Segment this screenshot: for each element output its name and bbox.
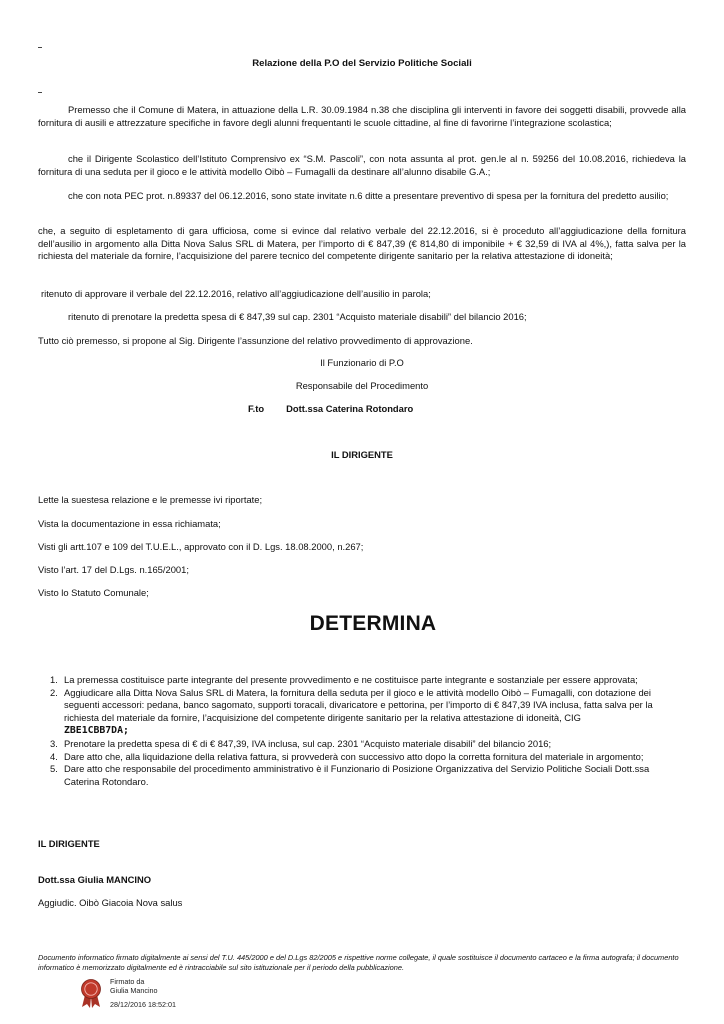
list-item: 3. Prenotare la predetta spesa di € di € 847,39, IVA inclusa, sul cap. 2301 “Acquisto materiale disabili” del bilancio 2016; <box>50 737 552 749</box>
signed-label: Firmato da <box>110 977 145 986</box>
premessa-paragraph: ritenuto di prenotare la predetta spesa di € 847,39 sul cap. 2301 “Acquisto materiale disabili” del bilancio 2016; <box>68 311 527 322</box>
funzionario-role: Responsabile del Procedimento <box>295 380 429 391</box>
premessa-paragraph: Premesso che il Comune di Matera, in attuazione della L.R. 30.09.1984 n.38 che disciplina gli interventi in favore dei soggetti disabili, provvede alla fornitura di ausili e attrezzature specifiche in favore degli alunni frequentanti le scuole cittadine, al fine di favorirne l’integrazione scolastica; <box>38 104 686 128</box>
list-item: 1. La premessa costituisce parte integrante del presente provvedimento e ne costituisce parte integrante e sostanziale per essere approvata; <box>50 674 638 685</box>
list-item-text: Prenotare la predetta spesa di € di € 847,39, IVA inclusa, sul cap. 2301 “Acquisto materiale disabili” del bilancio 2016; <box>64 737 552 749</box>
footer-disclaimer: Documento informatico firmato digitalmente ai sensi del T.U. 445/2000 e del D.Lgs 82/2005 e rispettive norme collegate, il quale sostituisce il documento cartaceo e la firma autografa; il documento informatico è memorizzato digitalmente ed è rintracciabile sul sito istituzionale per il periodo della pubblicazione. <box>38 953 679 973</box>
premessa-paragraph: ritenuto di approvare il verbale del 22.12.2016, relativo all’aggiudicazione dell’ausilio in parola; <box>41 288 431 299</box>
list-item-text: Aggiudicare alla Ditta Nova Salus SRL di Matera, la fornitura della seduta per il gioco e le attività modello Oibò – Fumagalli, con dotazione dei seguenti accessori: pedana, banco sagomato, supporti toracali, divaricatore e pettorina, per l’importo di € 847,39 IVA inclusa, fatta salva per la richiesta del materiale da fornire, l’acquisizione del competente dirigente sanitario per la relativa attestazione di idoneità, CIG <box>64 686 653 723</box>
dash-mark <box>38 47 42 48</box>
premessa-paragraph: che il Dirigente Scolastico dell’Istituto Comprensivo ex “S.M. Pascoli”, con nota assunta al prot. gen.le al n. 59256 del 10.08.2016, richiedeva la fornitura di una seduta per il gioco e le attività modello Oibò – Fumagalli da destinare all’alunno disabile G.A.; <box>38 153 686 177</box>
signature-name: Dott.ssa Giulia MANCINO <box>38 874 152 885</box>
visto-line: Lette la suestesa relazione e le premesse ivi riportate; <box>38 494 263 505</box>
list-item: 2. Aggiudicare alla Ditta Nova Salus SRL di Matera, la fornitura della seduta per il gioco e le attività modello Oibò – Fumagalli, con dotazione dei seguenti accessori: pedana, banco sagomato, supporti toracali, divaricatore e pettorina, per l’importo di € 847,39 IVA inclusa, fatta salva per la richiesta del materiale da fornire, l’acquisizione del competente dirigente sanitario per la relativa attestazione di idoneità, CIG ZBE1CBB7DA; <box>50 686 653 737</box>
list-item: 4. Dare atto che, alla liquidazione della relativa fattura, si provvederà con successivo atto dopo la corretta fornitura del materiale in argomento; <box>50 750 644 762</box>
dirigente-heading: IL DIRIGENTE <box>331 449 393 460</box>
seal-icon <box>80 978 102 1008</box>
signature-heading: IL DIRIGENTE <box>38 838 100 849</box>
list-item-text: Dare atto che, alla liquidazione della relativa fattura, si provvederà con successivo atto dopo la corretta fornitura del materiale in argomento; <box>64 750 644 762</box>
list-item: 5. Dare atto che responsabile del procedimento amministrativo è il Funzionario di Posizione Organizzativa del Servizio Politiche Sociali Dott.ssa Caterina Rotondaro. <box>50 763 650 787</box>
dash-mark <box>38 92 42 93</box>
premessa-paragraph: che, a seguito di espletamento di gara ufficiosa, come si evince dal relativo verbale del 22.12.2016, si è proceduto all’aggiudicazione della fornitura dell’ausilio in argomento alla Ditta Nova Salus SRL di Matera, per l’importo di € 847,39 (€ 814,80 di imponibile + € 32,59 di IVA al 4%,), fatta salva per la richiesta del materiale da fornire, l’acquisizione del parere tecnico del competente dirigente sanitario per la relativa attestazione di idoneità; <box>38 225 686 262</box>
funzionario-signature <box>248 403 413 416</box>
cig-code: ZBE1CBB7DA; <box>64 725 129 737</box>
determina-list <box>50 674 686 788</box>
list-item-text: Dare atto che responsabile del procedimento amministrativo è il Funzionario di Posizione Organizzativa del Servizio Politiche Sociali Dott.ssa Caterina Rotondaro. <box>64 763 650 787</box>
premessa-paragraph: che con nota PEC prot. n.89337 del 06.12.2016, sono state invitate n.6 ditte a presentare preventivo di spesa per la fornitura del predetto ausilio; <box>68 190 669 201</box>
visto-line: Visto lo Statuto Comunale; <box>38 587 149 598</box>
funzionario-name: Dott.ssa Caterina Rotondaro <box>286 403 414 414</box>
visto-line: Vista la documentazione in essa richiamata; <box>38 518 221 529</box>
visto-line: Visto l’art. 17 del D.Lgs. n.165/2001; <box>38 564 189 575</box>
determina-heading: DETERMINA <box>309 612 437 635</box>
visto-line: Visti gli artt.107 e 109 del T.U.E.L., approvato con il D. Lgs. 18.08.2000, n.267; <box>38 541 364 552</box>
signed-date: 28/12/2016 18:52:01 <box>110 1000 176 1009</box>
page-title: Relazione della P.O del Servizio Politiche Sociali <box>252 58 472 69</box>
funzionario-title: Il Funzionario di P.O <box>320 357 404 368</box>
premessa-paragraph: Tutto ciò premesso, si propone al Sig. Dirigente l’assunzione del relativo provvedimento di approvazione. <box>38 335 473 346</box>
list-item-text: La premessa costituisce parte integrante del presente provvedimento e ne costituisce parte integrante e sostanziale per essere approvata; <box>64 674 638 685</box>
signed-by <box>110 978 158 996</box>
fto-label: F.to <box>248 403 265 414</box>
signature-note: Aggiudic. Oibò Giacoia Nova salus <box>38 897 183 908</box>
signed-name: Giulia Mancino <box>110 985 158 995</box>
